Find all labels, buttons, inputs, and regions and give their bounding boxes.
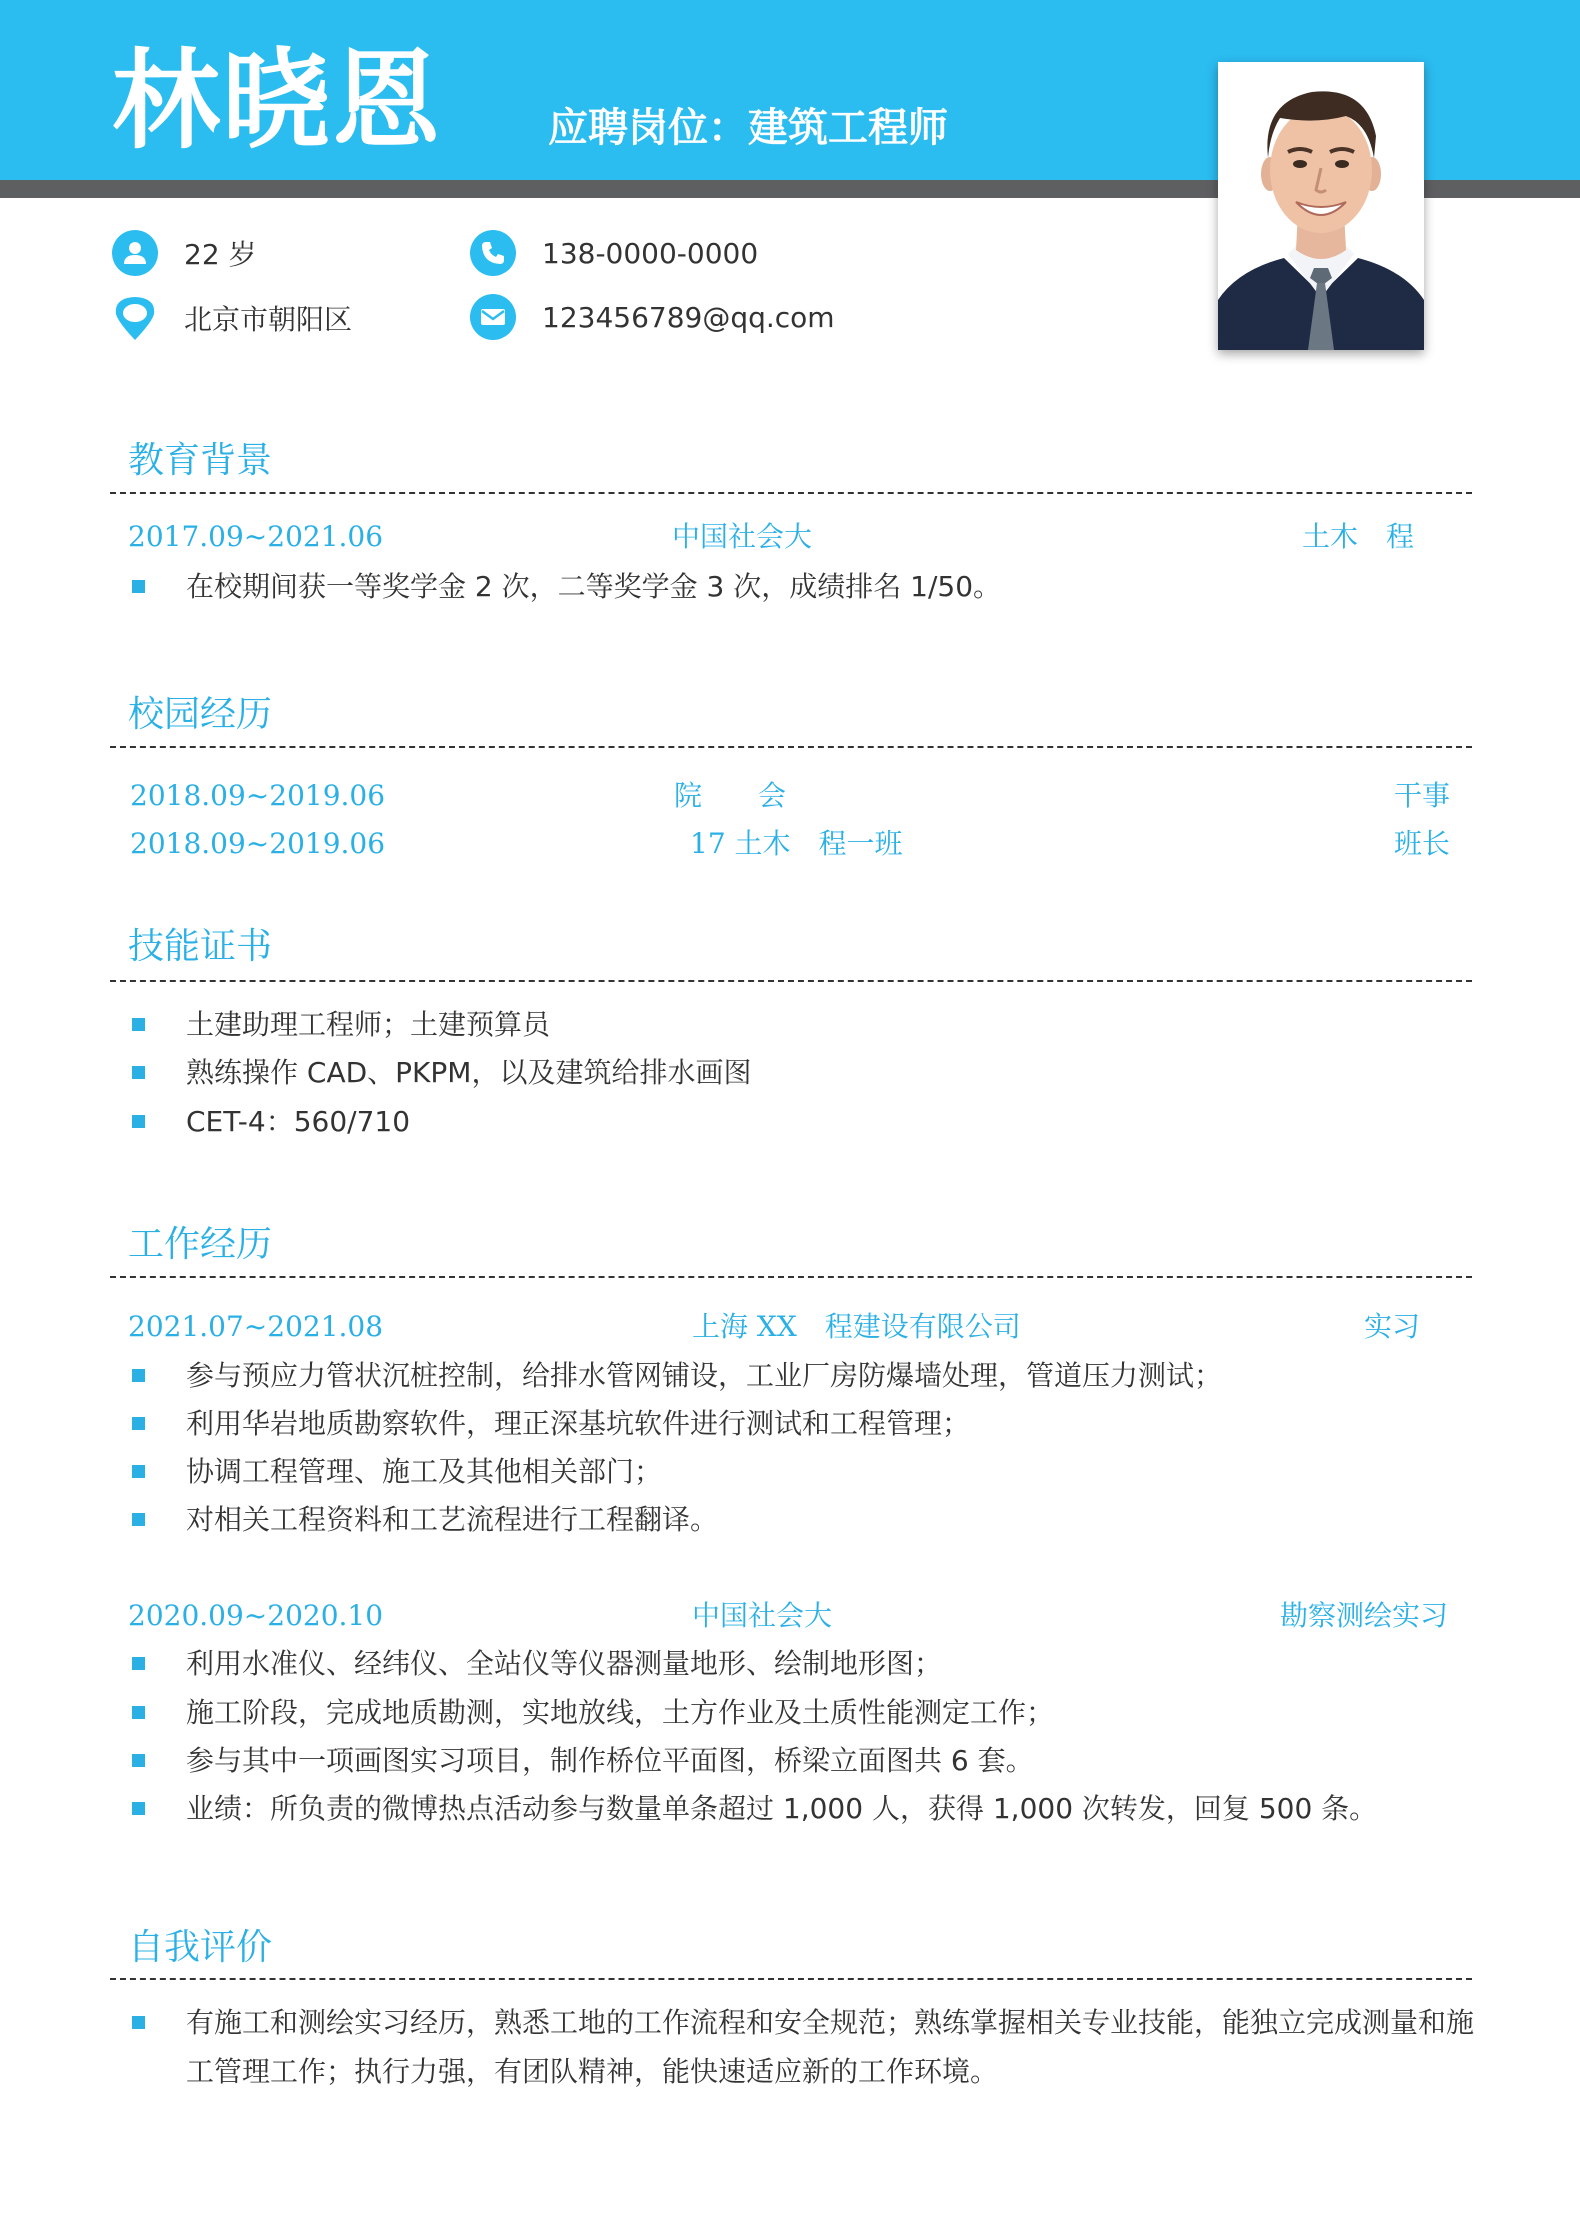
work-date: 2020.09~2020.10 xyxy=(128,1599,384,1632)
work-item: 参与其中一项画图实习项目，制作桥位平面图，桥梁立面图共 6 套。 xyxy=(186,1744,1034,1777)
work-role: 勘察测绘实习 xyxy=(1280,1599,1449,1632)
bullet-icon xyxy=(132,580,145,593)
work-item: 施工阶段，完成地质勘测，实地放线，土方作业及土质性能测定工作； xyxy=(186,1696,1055,1729)
section-title-campus: 校园经历 xyxy=(128,694,273,735)
skill-item: CET-4：560/710 xyxy=(186,1105,411,1138)
bullet-icon xyxy=(132,1802,145,1815)
work-company: 中国社会大 xyxy=(692,1599,833,1632)
job-position: 应聘岗位：建筑工程师 xyxy=(548,105,948,151)
work-item: 对相关工程资料和工艺流程进行工程翻译。 xyxy=(186,1503,719,1536)
divider xyxy=(110,492,1472,494)
education-date: 2017.09~2021.06 xyxy=(128,520,384,553)
bullet-icon xyxy=(132,1018,145,1031)
address-row xyxy=(112,294,352,342)
bullet-icon xyxy=(132,1657,145,1670)
work-item: 协调工程管理、施工及其他相关部门； xyxy=(186,1455,663,1488)
self-eval-text: 有施工和测绘实习经历，熟悉工地的工作流程和安全规范；熟练掌握相关专业技能，能独立完成测量和施工管理工作；执行力强，有团队精神，能快速适应新的工作环境。 xyxy=(186,2006,1475,2088)
work-company: 上海 XX 程建设有限公司 xyxy=(692,1310,1021,1343)
bullet-icon xyxy=(132,1115,145,1128)
address-text: 北京市朝阳区 xyxy=(184,303,353,336)
campus-date: 2018.09~2019.06 xyxy=(130,827,386,860)
work-item: 利用华岩地质勘察软件，理正深基坑软件进行测试和工程管理； xyxy=(186,1407,971,1440)
bullet-icon xyxy=(132,1417,145,1430)
campus-org: 17 土木 程一班 xyxy=(690,827,903,860)
bullet-icon xyxy=(132,1706,145,1719)
work-item: 参与预应力管状沉桩控制，给排水管网铺设，工业厂房防爆墙处理，管道压力测试； xyxy=(186,1359,1223,1392)
user-icon xyxy=(112,230,158,276)
bullet-icon xyxy=(132,1754,145,1767)
campus-role: 干事 xyxy=(1394,779,1451,812)
bullet-icon xyxy=(132,1066,145,1079)
phone-icon xyxy=(470,230,516,276)
bullet-icon xyxy=(132,2016,145,2029)
education-major: 土木 程 xyxy=(1302,520,1415,553)
work-date: 2021.07~2021.08 xyxy=(128,1310,384,1343)
mail-icon xyxy=(470,294,516,340)
work-item: 利用水准仪、经纬仪、全站仪等仪器测量地形、绘制地形图； xyxy=(186,1647,943,1680)
education-school: 中国社会大 xyxy=(672,520,813,553)
location-icon xyxy=(112,294,158,342)
candidate-name: 林晓恩 xyxy=(112,39,443,164)
education-item: 在校期间获一等奖学金 2 次，二等奖学金 3 次，成绩排名 1/50。 xyxy=(186,570,1002,603)
divider xyxy=(110,1276,1472,1278)
bullet-icon xyxy=(132,1513,145,1526)
age-text: 22 岁 xyxy=(184,238,257,271)
divider xyxy=(110,1978,1472,1980)
section-title-skills: 技能证书 xyxy=(128,926,273,967)
campus-role: 班长 xyxy=(1394,827,1451,860)
divider xyxy=(110,980,1472,982)
skill-item: 熟练操作 CAD、PKPM，以及建筑给排水画图 xyxy=(186,1056,752,1089)
phone-row xyxy=(470,230,758,276)
section-title-self: 自我评价 xyxy=(128,1927,273,1968)
divider xyxy=(110,746,1472,748)
work-item: 业绩：所负责的微博热点活动参与数量单条超过 1,000 人，获得 1,000 次转发，回复 500 条。 xyxy=(186,1792,1378,1825)
email-row xyxy=(470,294,835,340)
campus-org: 院 会 xyxy=(674,779,787,812)
email-text: 123456789@qq.com xyxy=(542,300,835,334)
section-title-education: 教育背景 xyxy=(128,440,273,481)
bullet-icon xyxy=(132,1369,145,1382)
age-row xyxy=(112,230,257,276)
profile-photo xyxy=(1218,62,1424,350)
work-role: 实习 xyxy=(1364,1310,1421,1343)
section-title-work: 工作经历 xyxy=(128,1224,273,1265)
skill-item: 土建助理工程师；土建预算员 xyxy=(186,1008,551,1041)
bullet-icon xyxy=(132,1465,145,1478)
campus-date: 2018.09~2019.06 xyxy=(130,779,386,812)
phone-text: 138-0000-0000 xyxy=(542,236,759,270)
